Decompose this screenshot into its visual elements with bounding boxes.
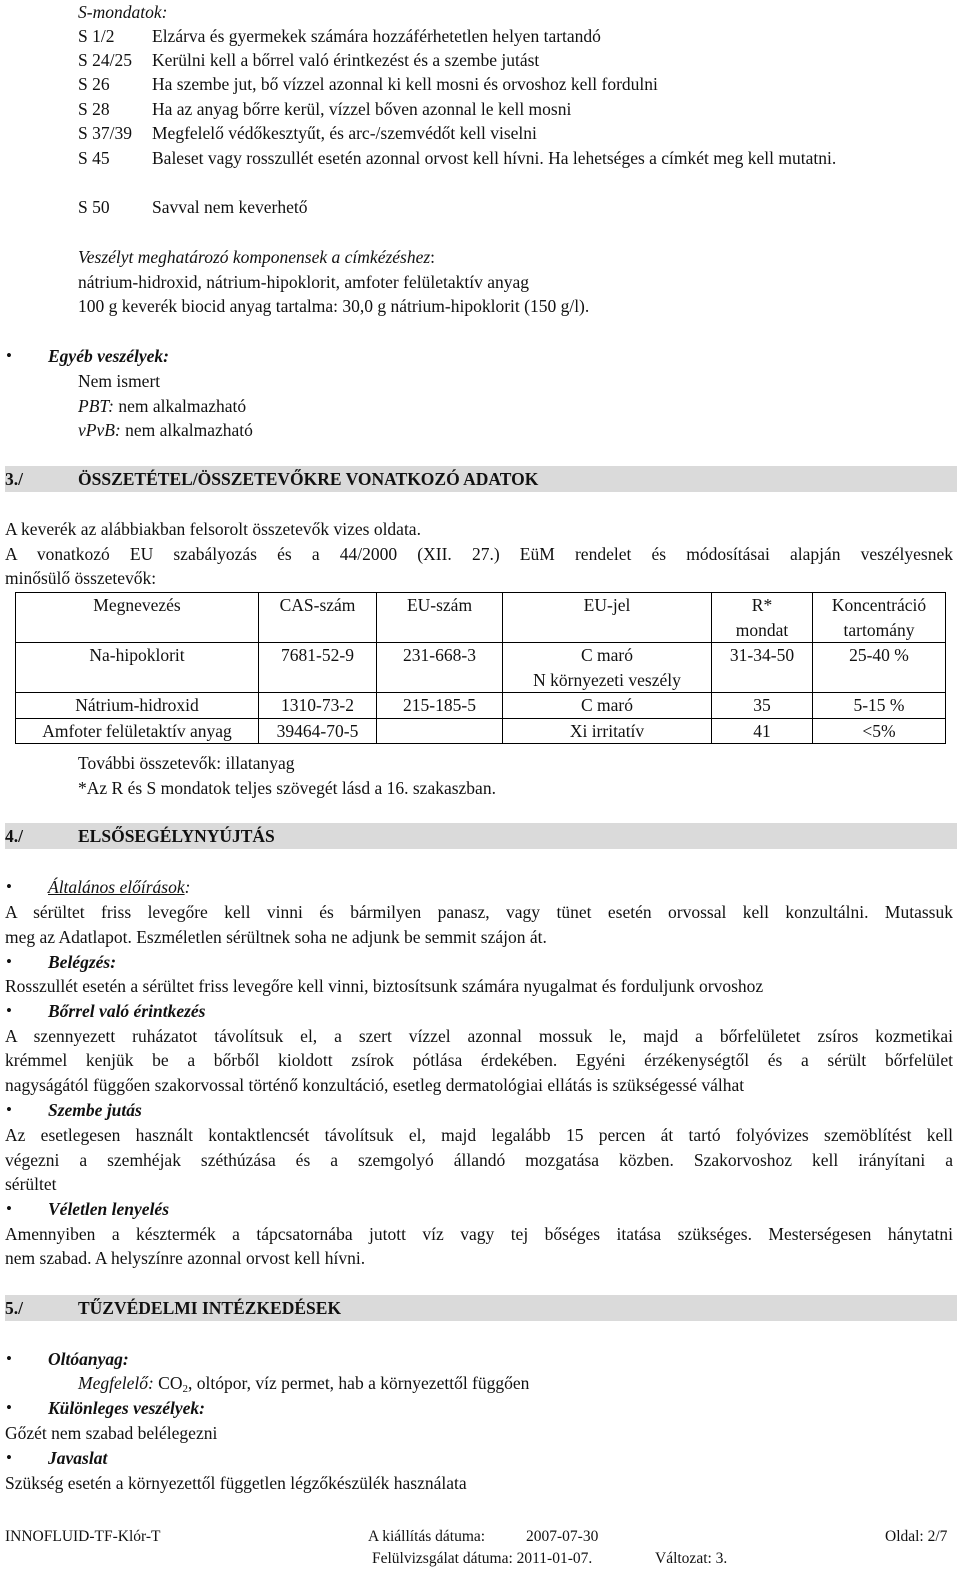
footer-revision-date: Felülvizsgálat dátuma: 2011-01-07.: [372, 1550, 593, 1567]
ingestion-heading: Véletlen lenyelés: [48, 1199, 170, 1219]
header-cell: Koncentráció tartomány: [813, 593, 946, 643]
section-number: 5./: [5, 1298, 23, 1318]
cell-eu-jel: C maró: [503, 693, 712, 719]
s-phrase-code: S 37/39: [78, 123, 132, 143]
pbt-value: nem alkalmazható: [113, 396, 247, 416]
cell-cas: 7681-52-9: [259, 643, 377, 693]
advice-text: Szükség esetén a környezettől független légzőkészülék használata: [5, 1473, 467, 1493]
cell-name: Amfoter felületaktív anyag: [16, 718, 259, 744]
cell-cas: 39464-70-5: [259, 718, 377, 744]
other-ingredients: További összetevők: illatanyag: [78, 753, 295, 773]
general-advice-heading: [48, 875, 190, 900]
section-3-header: [5, 466, 957, 492]
suitable-label: Megfelelő:: [78, 1373, 154, 1393]
header-cell: Megnevezés: [16, 593, 259, 643]
cell-eu: 215-185-5: [377, 693, 503, 719]
general-advice-text: A sérültet friss levegőre kell vinni és bármilyen panasz, vagy tünet esetén orvossal kell konzultálni. Mutassuk: [5, 902, 953, 922]
cell-conc: <5%: [813, 718, 946, 744]
co2-subscript: 2: [182, 1383, 188, 1395]
composition-regulation: A vonatkozó EU szabályozás és a 44/2000 (XII. 27.) EüM rendelet és módosításai alapján veszélyesnek: [5, 544, 953, 564]
bullet-icon: •: [6, 1398, 12, 1417]
rs-phrases-note: *Az R és S mondatok teljes szövegét lásd a 16. szakaszban.: [78, 778, 496, 798]
skin-contact-text: krémmel kenjük be a bőrből kioldott zsírok pótlása érdekében. Egyéni érzékenységtől és a sérült bőrfelület: [5, 1050, 953, 1070]
s-phrase-code: S 24/25: [78, 50, 132, 70]
inhalation-heading: Belégzés:: [48, 952, 117, 972]
ingestion-text: Amennyiben a késztermék a tápcsatornába jutott víz vagy tej bőséges itatása szükséges. Mesterségesen hánytatni: [5, 1224, 953, 1244]
s-phrase-text: Ha az anyag bőrre kerül, vízzel bőven azonnal le kell mosni: [152, 99, 572, 119]
composition-regulation-cont: minősülő összetevők:: [5, 568, 157, 588]
bullet-icon: •: [6, 1199, 12, 1218]
cell-conc: 25-40 %: [813, 643, 946, 693]
bullet-icon: •: [6, 1100, 12, 1119]
other-hazards-text: Nem ismert: [78, 371, 161, 391]
biocide-content: 100 g keverék biocid anyag tartalma: 30,0 g nátrium-hipoklorit (150 g/l).: [78, 296, 590, 316]
eye-contact-text: Az esetlegesen használt kontaktlencsét távolítsuk el, majd legalább 15 percen át tartó folyóvizes szemöblítést kell: [5, 1125, 953, 1145]
components-heading-label: Veszélyt meghatározó komponensek a címkézéshez: [78, 247, 431, 267]
cell-conc: 5-15 %: [813, 693, 946, 719]
table-header-row: [16, 593, 946, 643]
components-heading-colon: :: [430, 247, 436, 267]
composition-intro: A keverék az alábbiakban felsorolt összetevők vizes oldata.: [5, 519, 421, 539]
other-hazards-heading: Egyéb veszélyek:: [48, 346, 169, 366]
composition-table: [15, 592, 946, 744]
bullet-icon: •: [6, 1001, 12, 1020]
vpvb-label: vPvB:: [78, 420, 121, 440]
bullet-icon: •: [6, 346, 12, 365]
s-phrase-text: Elzárva és gyermekek számára hozzáférhetetlen helyen tartandó: [152, 26, 601, 46]
skin-contact-text: nagyságától függően szakorvossal történő konzultáció, esetleg dermatológiai ellátás is szükségessé válhat: [5, 1075, 745, 1095]
components-heading: [78, 245, 435, 270]
header-cell: R* mondat: [712, 593, 813, 643]
s-phrase-text: Savval nem keverhető: [152, 197, 308, 217]
cell-eu-jel: Xi irritatív: [503, 718, 712, 744]
cell-eu: [377, 718, 503, 744]
footer-product: INNOFLUID-TF-Klór-T: [5, 1528, 161, 1545]
pbt-label: PBT:: [78, 396, 114, 416]
cell-eu-jel: C maró N környezeti veszély: [503, 643, 712, 693]
general-advice-colon: :: [184, 877, 191, 897]
special-hazards-text: Gőzét nem szabad belélegezni: [5, 1423, 218, 1443]
s-phrase-code: S 1/2: [78, 26, 115, 46]
bullet-icon: •: [6, 877, 12, 896]
vpvb-value: nem alkalmazható: [120, 420, 253, 440]
skin-contact-heading: Bőrrel való érintkezés: [48, 1001, 206, 1021]
table-row: [16, 693, 946, 719]
pbt-line: [78, 394, 246, 419]
footer-page-number: Oldal: 2/7: [885, 1528, 948, 1545]
s-phrase-code: S 45: [78, 148, 110, 168]
skin-contact-text: A szennyezett ruházatot távolítsuk el, a szert vízzel azonnal mossuk le, majd a bőrfelületet zsíros kozmetikai: [5, 1026, 953, 1046]
s-phrase-text: Kerülni kell a bőrrel való érintkezést és a szembe jutást: [152, 50, 540, 70]
s-phrase-text: Baleset vagy rosszullét esetén azonnal orvost kell hívni. Ha lehetséges a címkét meg kell mutatni.: [152, 148, 837, 168]
bullet-icon: •: [6, 952, 12, 971]
s-phrase-code: S 50: [78, 197, 110, 217]
header-cell: CAS-szám: [259, 593, 377, 643]
section-4-header: [5, 823, 957, 849]
section-number: 3./: [5, 469, 23, 489]
extinguishing-heading: Oltóanyag:: [48, 1349, 129, 1369]
footer-issue-date: 2007-07-30: [526, 1528, 599, 1545]
cell-r: 35: [712, 693, 813, 719]
section-title: ELSŐSEGÉLYNYÚJTÁS: [78, 826, 275, 846]
eye-contact-text: sérültet: [5, 1174, 57, 1194]
header-cell: EU-jel: [503, 593, 712, 643]
advice-heading: Javaslat: [48, 1448, 108, 1468]
footer-version: Változat: 3.: [655, 1550, 728, 1567]
s-phrase-code: S 28: [78, 99, 110, 119]
s-phrase-text: Ha szembe jut, bő vízzel azonnal ki kell mosni és orvoshoz kell fordulni: [152, 74, 658, 94]
bullet-icon: •: [6, 1349, 12, 1368]
inhalation-text: Rosszullét esetén a sérültet friss levegőre kell vinni, biztosítsunk számára nyugalmat és forduljunk orvoshoz: [5, 976, 764, 996]
eye-contact-heading: Szembe jutás: [48, 1100, 142, 1120]
s-phrases-heading: S-mondatok:: [78, 2, 168, 22]
general-advice-text: meg az Adatlapot. Eszméletlen sérültnek soha ne adjunk be semmit szájon át.: [5, 927, 547, 947]
s-phrase-code: S 26: [78, 74, 110, 94]
components-list: nátrium-hidroxid, nátrium-hipoklorit, amfoter felületaktív anyag: [78, 272, 529, 292]
co2-text: CO: [153, 1373, 183, 1393]
cell-name: Nátrium-hidroxid: [16, 693, 259, 719]
cell-r: 41: [712, 718, 813, 744]
header-cell: EU-szám: [377, 593, 503, 643]
section-5-header: [5, 1295, 957, 1321]
section-number: 4./: [5, 826, 23, 846]
ingestion-text: nem szabad. A helyszínre azonnal orvost kell hívni.: [5, 1248, 366, 1268]
footer-issue-label: A kiállítás dátuma:: [368, 1528, 486, 1545]
cell-name: Na-hipoklorit: [16, 643, 259, 693]
cell-cas: 1310-73-2: [259, 693, 377, 719]
section-title: ÖSSZETÉTEL/ÖSSZETEVŐKRE VONATKOZÓ ADATOK: [78, 469, 539, 489]
table-row: [16, 643, 946, 693]
cell-eu: 231-668-3: [377, 643, 503, 693]
s-phrase-text: Megfelelő védőkesztyűt, és arc-/szemvédőt kell viselni: [152, 123, 537, 143]
eye-contact-text: végezni a szemhéjak széthúzása és a szemgolyó állandó mozgatása közben. Szakorvoshoz kell irányítani a: [5, 1150, 953, 1170]
section-title: TŰZVÉDELMI INTÉZKEDÉSEK: [78, 1298, 342, 1318]
extinguishing-rest: , oltópor, víz permet, hab a környezettől függően: [187, 1373, 530, 1393]
cell-r: 31-34-50: [712, 643, 813, 693]
table-row: [16, 718, 946, 744]
vpvb-line: [78, 418, 253, 443]
general-advice-label: Általános előírások: [48, 877, 185, 897]
bullet-icon: •: [6, 1448, 12, 1467]
special-hazards-heading: Különleges veszélyek:: [48, 1398, 205, 1418]
extinguishing-text: [78, 1371, 529, 1396]
